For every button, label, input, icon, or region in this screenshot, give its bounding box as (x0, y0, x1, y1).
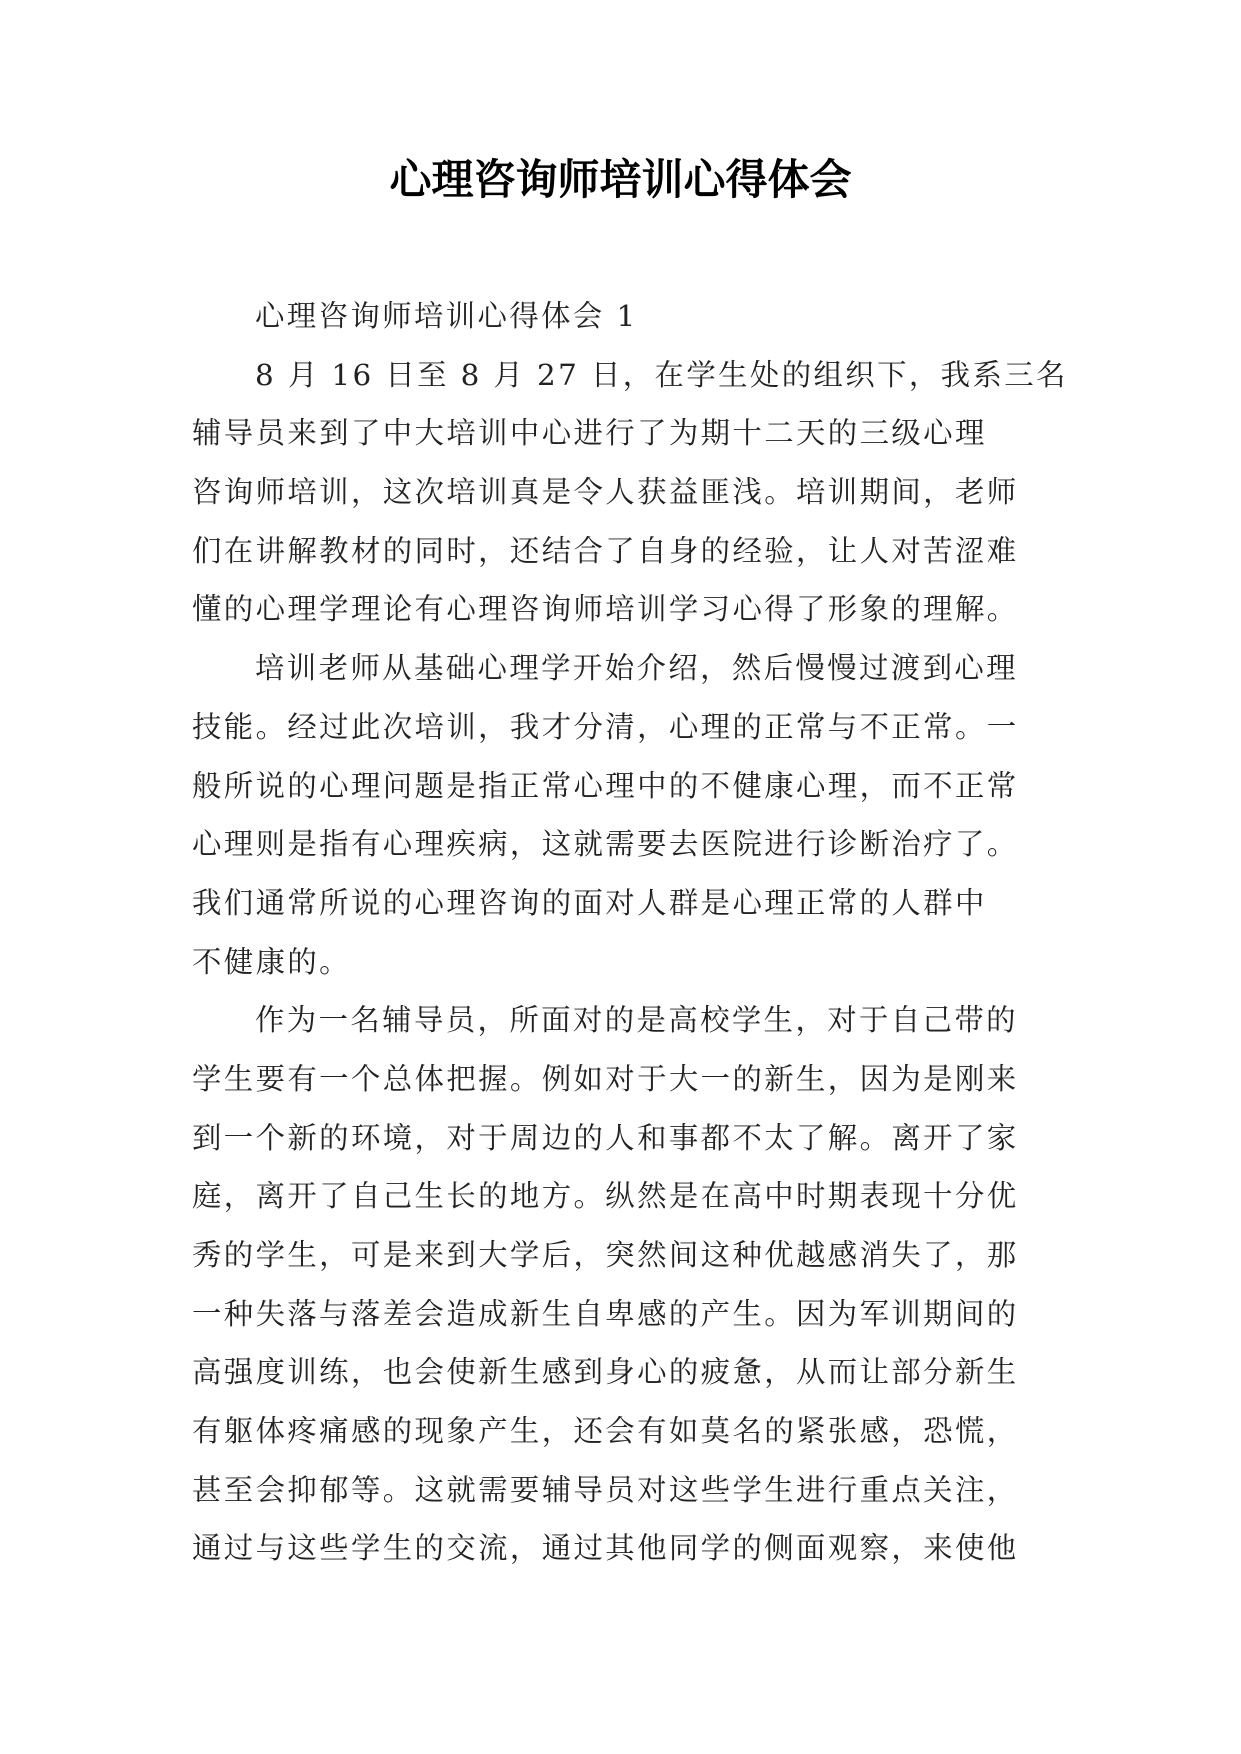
text-line: 心理咨询师培训心得体会 1 (255, 299, 638, 333)
text-line: 有躯体疼痛感的现象产生，还会有如莫名的紧张感，恐慌， (192, 1414, 1019, 1449)
text-line: 咨询师培训，这次培训真是令人获益匪浅。培训期间，老师 (192, 475, 1019, 510)
text-line: 秀的学生，可是来到大学后，突然间这种优越感消失了，那 (192, 1238, 1019, 1272)
text-line: 甚至会抑郁等。这就需要辅导员对这些学生进行重点关注， (192, 1472, 1019, 1507)
text-line: 般所说的心理问题是指正常心理中的不健康心理，而不正常 (192, 768, 1019, 803)
text-line: 作为一名辅导员，所面对的是高校学生，对于自己带的 (255, 1003, 1018, 1038)
text-line: 我们通常所说的心理咨询的面对人群是心理正常的人群中 (192, 885, 987, 920)
text-line: 到一个新的环境，对于周边的人和事都不太了解。离开了家 (192, 1120, 1019, 1155)
text-line: 懂的心理学理论有心理咨询师培训学习心得了形象的理解。 (192, 592, 1019, 627)
text-line: 庭，离开了自己生长的地方。纵然是在高中时期表现十分优 (192, 1179, 1019, 1214)
text-line: 心理则是指有心理疾病，这就需要去医院进行诊断治疗了。 (192, 827, 1019, 862)
text-line: 学生要有一个总体把握。例如对于大一的新生，因为是刚来 (192, 1061, 1019, 1096)
document-body (192, 287, 1066, 1578)
text-line: 培训老师从基础心理学开始介绍，然后慢慢过渡到心理 (255, 651, 1018, 686)
text-line: 8 月 16 日至 8 月 27 日，在学生处的组织下，我系三名 (255, 357, 1068, 392)
text-line: 一种失落与落差会造成新生自卑感的产生。因为军训期间的 (192, 1296, 1019, 1331)
text-line: 高强度训练，也会使新生感到身心的疲惫，从而让部分新生 (192, 1355, 1019, 1390)
text-line: 们在讲解教材的同时，还结合了自身的经验，让人对苦涩难 (192, 533, 1019, 568)
document-title: 心理咨询师培训心得体会 (389, 155, 852, 204)
text-line: 通过与这些学生的交流，通过其他同学的侧面观察，来使他 (192, 1531, 1019, 1566)
text-line: 辅导员来到了中大培训中心进行了为期十二天的三级心理 (192, 416, 987, 451)
text-line: 不健康的。 (192, 944, 351, 979)
text-line: 技能。经过此次培训，我才分清，心理的正常与不正常。一 (192, 709, 1019, 744)
